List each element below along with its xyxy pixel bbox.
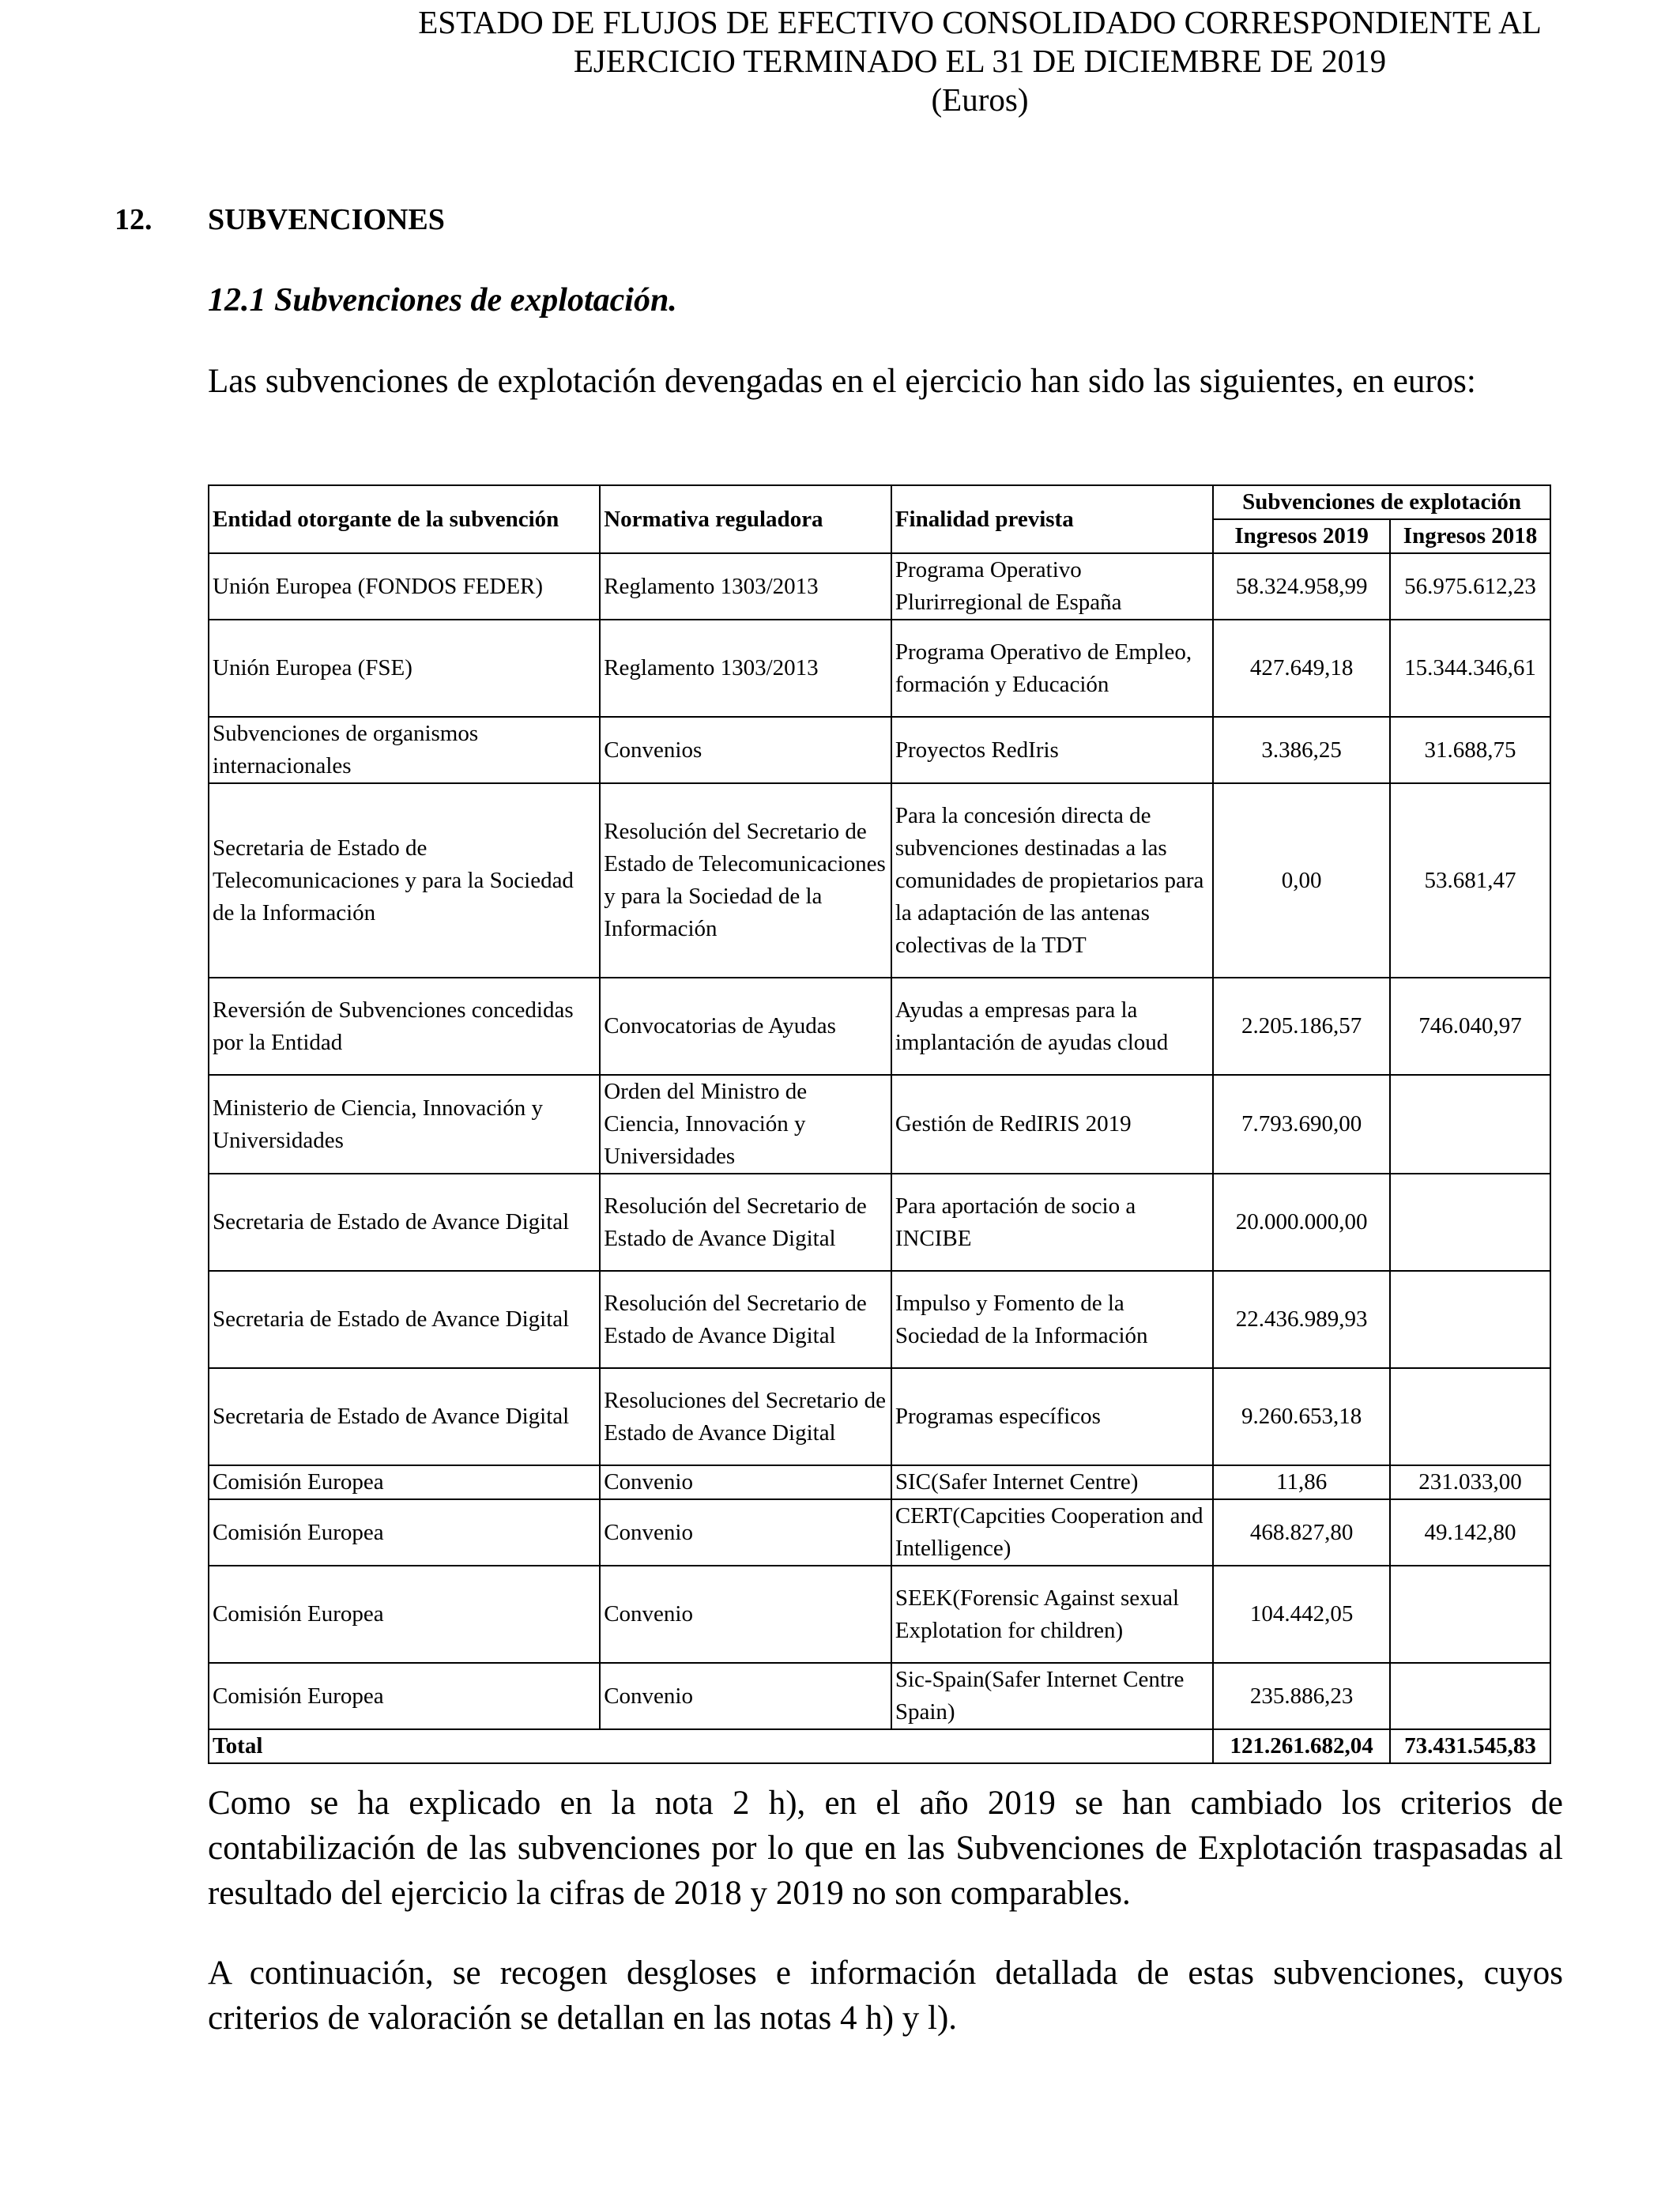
section-number: 12.: [115, 203, 153, 236]
cell-income-2019: 104.442,05: [1213, 1566, 1390, 1663]
cell-purpose: Ayudas a empresas para la implantación de ayudas cloud: [891, 978, 1213, 1075]
table-row: [209, 1663, 1550, 1729]
header-purpose: Finalidad prevista: [891, 485, 1213, 553]
cell-income-2019: 3.386,25: [1213, 717, 1390, 783]
cell-regulation: Reglamento 1303/2013: [600, 620, 891, 717]
cell-purpose: Para aportación de socio a INCIBE: [891, 1174, 1213, 1271]
cell-entity: Unión Europea (FONDOS FEDER): [209, 553, 600, 620]
cell-income-2019: 427.649,18: [1213, 620, 1390, 717]
cell-entity: Comisión Europea: [209, 1499, 600, 1566]
header-income-2018: Ingresos 2018: [1390, 519, 1550, 553]
cell-income-2018: 746.040,97: [1390, 978, 1550, 1075]
cell-entity: Ministerio de Ciencia, Innovación y Universidades: [209, 1075, 600, 1174]
cell-income-2018: 231.033,00: [1390, 1465, 1550, 1499]
cell-income-2019: 0,00: [1213, 783, 1390, 978]
cell-entity: Comisión Europea: [209, 1566, 600, 1663]
header-line-2: EJERCICIO TERMINADO EL 31 DE DICIEMBRE DE 2019: [573, 43, 1387, 79]
cell-income-2019: 22.436.989,93: [1213, 1271, 1390, 1368]
cell-purpose: Programa Operativo Plurirregional de España: [891, 553, 1213, 620]
cell-purpose: Programa Operativo de Empleo, formación y Educación: [891, 620, 1213, 717]
cell-entity: Secretaria de Estado de Telecomunicaciones y para la Sociedad de la Información: [209, 783, 600, 978]
cell-income-2019: 468.827,80: [1213, 1499, 1390, 1566]
cell-entity: Comisión Europea: [209, 1663, 600, 1729]
table-row: [209, 1566, 1550, 1663]
cell-income-2018: 53.681,47: [1390, 783, 1550, 978]
cell-regulation: Resolución del Secretario de Estado de Avance Digital: [600, 1271, 891, 1368]
cell-income-2018: [1390, 1271, 1550, 1368]
table-row: [209, 1174, 1550, 1271]
cell-purpose: SEEK(Forensic Against sexual Explotation for children): [891, 1566, 1213, 1663]
cell-income-2018: 49.142,80: [1390, 1499, 1550, 1566]
cell-entity: Secretaria de Estado de Avance Digital: [209, 1174, 600, 1271]
cell-income-2019: 9.260.653,18: [1213, 1368, 1390, 1465]
cell-regulation: Convenio: [600, 1663, 891, 1729]
table-row: [209, 1465, 1550, 1499]
header-regulation: Normativa reguladora: [600, 485, 891, 553]
cell-purpose: CERT(Capcities Cooperation and Intelligence): [891, 1499, 1213, 1566]
cell-income-2018: [1390, 1663, 1550, 1729]
table-row: [209, 620, 1550, 717]
cell-income-2018: 31.688,75: [1390, 717, 1550, 783]
details-paragraph: A continuación, se recogen desgloses e información detallada de estas subvenciones, cuyos criterios de valoración se detallan en las notas 4 h) y l).: [208, 1955, 1563, 2037]
explanation-paragraph: Como se ha explicado en la nota 2 h), en el año 2019 se han cambiado los criterios de contabilización de las subvenciones por lo que en las Subvenciones de Explotación traspasadas al resultado del ejercicio la cifras de 2018 y 2019 no son comparables.: [208, 1785, 1563, 1912]
cell-regulation: Resoluciones del Secretario de Estado de Avance Digital: [600, 1368, 891, 1465]
document-header: [316, 3, 1644, 119]
cell-purpose: Programas específicos: [891, 1368, 1213, 1465]
cell-income-2018: [1390, 1566, 1550, 1663]
cell-income-2018: 15.344.346,61: [1390, 620, 1550, 717]
cell-income-2019: 7.793.690,00: [1213, 1075, 1390, 1174]
cell-income-2018: [1390, 1368, 1550, 1465]
total-income-2019: 121.261.682,04: [1213, 1729, 1390, 1763]
cell-regulation: Convocatorias de Ayudas: [600, 978, 891, 1075]
cell-entity: Comisión Europea: [209, 1465, 600, 1499]
table-row: [209, 1271, 1550, 1368]
cell-purpose: Para la concesión directa de subvenciones destinadas a las comunidades de propietarios para la adaptación de las antenas colectivas de la TDT: [891, 783, 1213, 978]
cell-income-2019: 2.205.186,57: [1213, 978, 1390, 1075]
section-title: SUBVENCIONES: [208, 203, 445, 236]
intro-paragraph: Las subvenciones de explotación devengadas en el ejercicio han sido las siguientes, en euros:: [208, 363, 1476, 400]
cell-regulation: Convenio: [600, 1465, 891, 1499]
cell-regulation: Convenio: [600, 1499, 891, 1566]
cell-income-2019: 58.324.958,99: [1213, 553, 1390, 620]
cell-purpose: Gestión de RedIRIS 2019: [891, 1075, 1213, 1174]
header-entity: Entidad otorgante de la subvención: [209, 485, 600, 553]
header-line-3: (Euros): [931, 81, 1029, 118]
cell-purpose: Sic-Spain(Safer Internet Centre Spain): [891, 1663, 1213, 1729]
table-row: [209, 1368, 1550, 1465]
cell-purpose: SIC(Safer Internet Centre): [891, 1465, 1213, 1499]
cell-regulation: Reglamento 1303/2013: [600, 553, 891, 620]
header-income-2019: Ingresos 2019: [1213, 519, 1390, 553]
table-row: [209, 553, 1550, 620]
table-row: [209, 717, 1550, 783]
header-line-1: ESTADO DE FLUJOS DE EFECTIVO CONSOLIDADO CORRESPONDIENTE AL: [418, 4, 1542, 40]
cell-regulation: Resolución del Secretario de Estado de Avance Digital: [600, 1174, 891, 1271]
cell-income-2019: 235.886,23: [1213, 1663, 1390, 1729]
cell-income-2019: 20.000.000,00: [1213, 1174, 1390, 1271]
cell-regulation: Resolución del Secretario de Estado de Telecomunicaciones y para la Sociedad de la Información: [600, 783, 891, 978]
cell-entity: Secretaria de Estado de Avance Digital: [209, 1368, 600, 1465]
cell-purpose: Proyectos RedIris: [891, 717, 1213, 783]
table-row: [209, 1499, 1550, 1566]
table-row: [209, 978, 1550, 1075]
cell-entity: Subvenciones de organismos internacionales: [209, 717, 600, 783]
table-row: [209, 783, 1550, 978]
cell-income-2018: [1390, 1174, 1550, 1271]
total-income-2018: 73.431.545,83: [1390, 1729, 1550, 1763]
cell-entity: Reversión de Subvenciones concedidas por la Entidad: [209, 978, 600, 1075]
cell-income-2018: [1390, 1075, 1550, 1174]
cell-income-2018: 56.975.612,23: [1390, 553, 1550, 620]
cell-regulation: Orden del Ministro de Ciencia, Innovación y Universidades: [600, 1075, 891, 1174]
total-label: Total: [209, 1729, 1213, 1763]
header-subsidies-group: Subvenciones de explotación: [1213, 485, 1550, 519]
table-row: [209, 1075, 1550, 1174]
cell-income-2019: 11,86: [1213, 1465, 1390, 1499]
cell-regulation: Convenios: [600, 717, 891, 783]
cell-regulation: Convenio: [600, 1566, 891, 1663]
subsection-title: 12.1 Subvenciones de explotación.: [208, 282, 677, 319]
cell-entity: Secretaria de Estado de Avance Digital: [209, 1271, 600, 1368]
subsidies-table: [208, 484, 1551, 1764]
cell-purpose: Impulso y Fomento de la Sociedad de la Información: [891, 1271, 1213, 1368]
cell-entity: Unión Europea (FSE): [209, 620, 600, 717]
total-row: [209, 1729, 1550, 1763]
